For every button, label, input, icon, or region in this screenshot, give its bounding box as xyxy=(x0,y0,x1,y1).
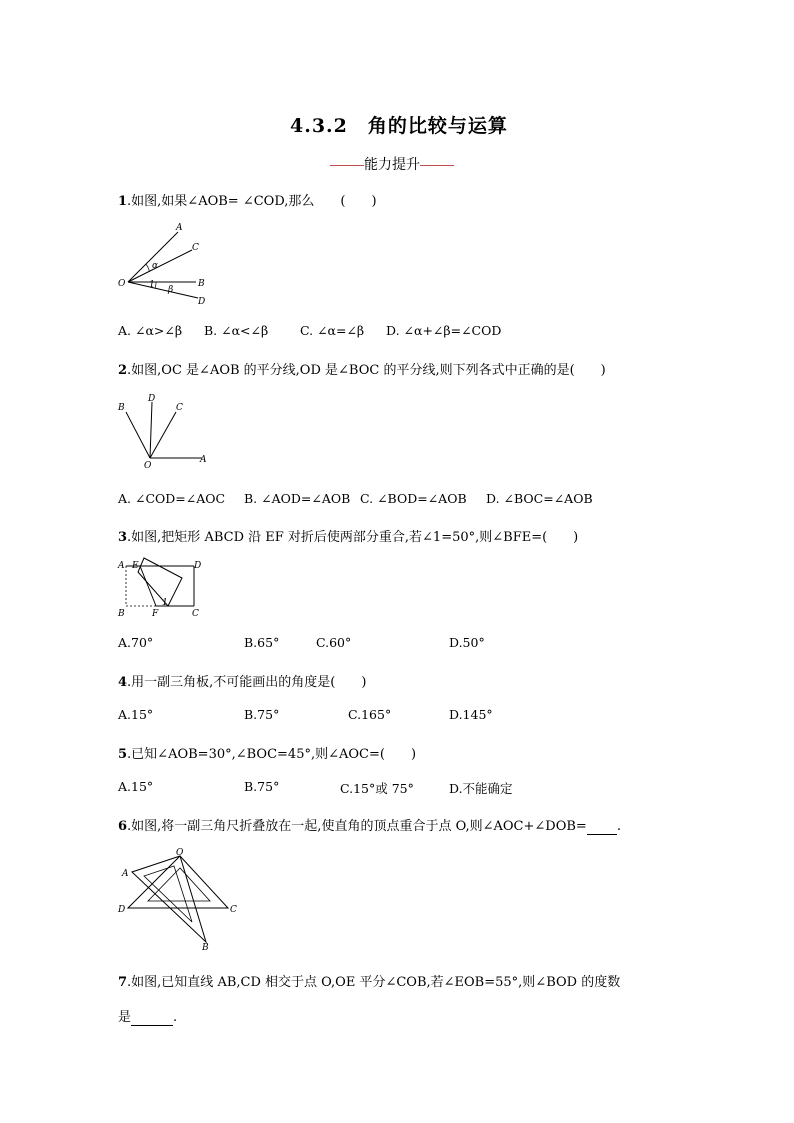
question-6 xyxy=(118,815,621,835)
label-D: D xyxy=(148,394,156,404)
question-1 xyxy=(118,190,377,209)
question-text: .如图,如果∠AOB= ∠COD,那么 ( ) xyxy=(127,194,377,209)
q2-option-a: A. ∠COD=∠AOC xyxy=(118,491,226,506)
q2-option-b: B. ∠AOD=∠AOB xyxy=(244,491,351,506)
label-F: F xyxy=(152,609,159,619)
label-A: A xyxy=(122,869,129,879)
question-text: .如图,已知直线 AB,CD 相交于点 O,OE 平分∠COB,若∠EOB=55°,则∠BOD 的度数 xyxy=(127,975,621,990)
label-C: C xyxy=(230,905,237,915)
q1-option-c: C. ∠α=∠β xyxy=(300,323,365,338)
label-B: B xyxy=(118,609,125,619)
question-suffix: . xyxy=(616,819,621,834)
figure-1-angles xyxy=(116,218,216,310)
question-7 xyxy=(118,971,620,990)
question-suffix: . xyxy=(173,1010,178,1025)
question-number: 2 xyxy=(118,363,128,378)
page-title: 4.3.2 角的比较与运算 xyxy=(290,115,508,137)
question-2 xyxy=(118,359,606,378)
label-O: O xyxy=(118,279,126,289)
question-number: 4 xyxy=(118,675,128,690)
label-A: A xyxy=(118,561,125,571)
figure-6-triangle-rulers xyxy=(116,846,242,952)
q4-option-d: D.145° xyxy=(449,707,493,722)
question-number: 6 xyxy=(118,819,128,834)
q1-option-a: A. ∠α>∠β xyxy=(118,323,183,338)
question-number: 5 xyxy=(118,747,128,762)
label-B: B xyxy=(118,403,125,413)
label-O: O xyxy=(144,461,152,471)
subtitle-text: 能力提升 xyxy=(364,157,420,173)
question-text: .用一副三角板,不可能画出的角度是( ) xyxy=(127,675,367,690)
figure-2-bisectors xyxy=(114,392,214,472)
label-alpha: α xyxy=(152,261,159,271)
q3-option-d: D.50° xyxy=(449,635,485,650)
question-7-line-2 xyxy=(118,1006,177,1026)
label-C: C xyxy=(192,243,199,253)
q2-option-c: C. ∠BOD=∠AOB xyxy=(360,491,467,506)
q4-option-c: C.165° xyxy=(348,707,392,722)
subtitle-line-left xyxy=(330,165,364,166)
question-text: .如图,OC 是∠AOB 的平分线,OD 是∠BOC 的平分线,则下列各式中正确的是( ) xyxy=(127,363,606,378)
answer-blank[interactable] xyxy=(587,819,617,835)
question-5 xyxy=(118,743,416,762)
q3-option-a: A.70° xyxy=(118,635,154,650)
subtitle-line-right xyxy=(420,165,454,166)
label-B: B xyxy=(198,279,205,289)
answer-blank[interactable] xyxy=(131,1010,173,1026)
q1-option-d: D. ∠α+∠β=∠COD xyxy=(386,323,502,338)
q3-option-b: B.65° xyxy=(244,635,280,650)
question-text: .如图,将一副三角尺折叠放在一起,使直角的顶点重合于点 O,则∠AOC+∠DOB= xyxy=(127,819,587,834)
q4-option-b: B.75° xyxy=(244,707,280,722)
label-one: 1 xyxy=(149,280,155,290)
q4-option-a: A.15° xyxy=(118,707,154,722)
label-C: C xyxy=(192,609,199,619)
label-E: E xyxy=(132,561,139,571)
question-text: .如图,把矩形 ABCD 沿 EF 对折后使两部分重合,若∠1=50°,则∠BFE=( ) xyxy=(127,530,579,545)
label-one: 1 xyxy=(162,598,168,608)
label-D: D xyxy=(198,297,206,307)
label-B: B xyxy=(202,943,209,952)
q5-option-b: B.75° xyxy=(244,779,280,794)
question-3 xyxy=(118,526,578,545)
question-text: .已知∠AOB=30°,∠BOC=45°,则∠AOC=( ) xyxy=(127,747,417,762)
question-number: 1 xyxy=(118,194,128,209)
question-number: 7 xyxy=(118,975,128,990)
section-subtitle xyxy=(330,154,454,174)
label-beta: β xyxy=(168,285,174,295)
label-D: D xyxy=(194,561,202,571)
question-4 xyxy=(118,671,366,690)
question-number: 3 xyxy=(118,530,128,545)
label-A: A xyxy=(176,223,183,233)
question-text-continued: 是 xyxy=(118,1010,132,1025)
q3-option-c: C.60° xyxy=(316,635,352,650)
figure-3-folded-rectangle xyxy=(116,556,212,620)
q5-option-a: A.15° xyxy=(118,779,154,794)
q5-option-c: C.15°或 75° xyxy=(340,781,414,796)
q5-option-d: D.不能确定 xyxy=(449,781,513,796)
label-C: C xyxy=(176,403,183,413)
label-D: D xyxy=(118,905,126,915)
q2-option-d: D. ∠BOC=∠AOB xyxy=(486,491,593,506)
label-O: O xyxy=(176,848,184,858)
q1-option-b: B. ∠α<∠β xyxy=(204,323,269,338)
label-A: A xyxy=(200,455,207,465)
